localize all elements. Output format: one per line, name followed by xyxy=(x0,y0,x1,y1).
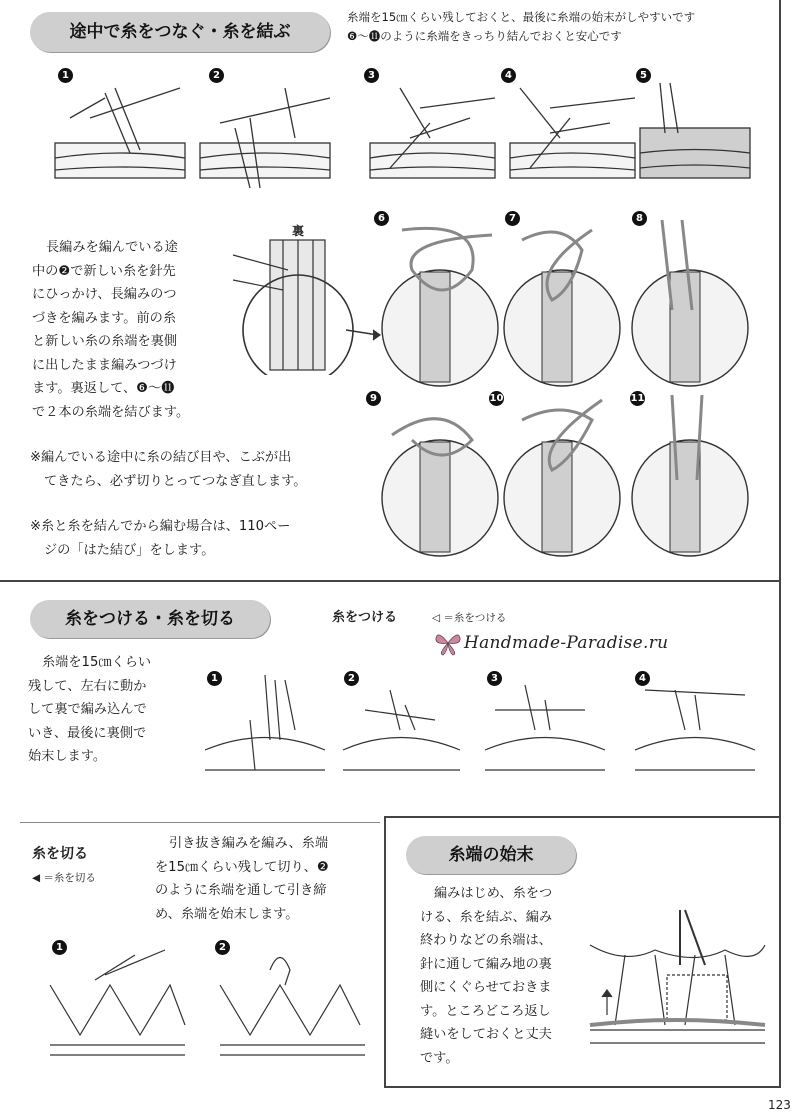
note-weaver-knot-line: ジの「はた結び」をします。 xyxy=(44,542,215,558)
finish-instructions-line: す。ところどころ返し xyxy=(420,1003,551,1019)
step-badge: 1 xyxy=(207,671,222,686)
note-knots-line: ※編んでいる途中に糸の結び目や、こぶが出 xyxy=(30,450,292,465)
cut-instructions-line: のように糸端を通して引き締 xyxy=(155,883,327,898)
step-badge: 4 xyxy=(501,68,516,83)
attach-instructions xyxy=(28,651,202,769)
note-weaver-knot xyxy=(30,515,360,562)
knot-step-illustrations xyxy=(372,210,767,565)
note-knots-line: てきたら、必ず切りとってつなぎ直します。 xyxy=(44,473,307,489)
step-badge: 11 xyxy=(630,393,645,404)
step-badge: 3 xyxy=(364,68,379,83)
attach-instructions-line: いき、最後に裏側で xyxy=(28,725,147,741)
finish-instructions-line: 編みはじめ、糸をつ xyxy=(434,886,553,901)
step-badge: 10 xyxy=(489,393,504,404)
join-instructions-line: 中の❷で新しい糸を針先 xyxy=(32,263,176,279)
cut-yarn-title: 糸を切る xyxy=(32,846,88,862)
attach-instructions-line: 残して、左右に動か xyxy=(28,678,147,694)
back-side-label: 裏 xyxy=(292,224,305,238)
join-instructions-line: に出したまま編みつづけ xyxy=(32,357,177,373)
note-line-2: ❻〜⓫のように糸端をきっちり結んでおくと安心です xyxy=(347,29,622,43)
join-instructions xyxy=(32,236,221,424)
note-knots xyxy=(30,446,360,493)
finish-instructions-line: です。 xyxy=(420,1050,459,1066)
page-number: 123 xyxy=(768,1098,791,1112)
back-side-illustration xyxy=(228,235,388,375)
step-badge: 5 xyxy=(636,68,651,83)
attach-instructions-line: して裏で編み込んで xyxy=(28,702,147,717)
section-title-attach-cut: 糸をつける・糸を切る xyxy=(30,600,270,638)
finish-ends-illustration xyxy=(585,905,770,1055)
section-title-join-yarn: 途中で糸をつなぐ・糸を結ぶ xyxy=(30,12,330,52)
finish-instructions-line: 縫いをしておくと丈夫 xyxy=(420,1027,552,1042)
join-instructions-line: づきを編みます。前の糸 xyxy=(32,310,177,326)
attach-instructions-line: 始末します。 xyxy=(28,749,107,764)
attach-yarn-subtitle: 糸をつける xyxy=(332,610,398,625)
join-instructions-line: と新しい糸の糸端を裏側 xyxy=(32,334,178,349)
join-step-illustrations xyxy=(50,78,760,188)
join-instructions-line: にひっかけ、長編みのつ xyxy=(32,287,177,302)
attach-instructions-line: 糸端を15㎝くらい xyxy=(42,655,152,670)
attach-yarn-legend: ◁ ＝糸をつける xyxy=(432,612,507,624)
cut-instructions-line: 引き抜き編みを編み、糸端 xyxy=(169,836,329,851)
divider-cut xyxy=(20,822,380,823)
cut-instructions-line: め、糸端を始末します。 xyxy=(155,906,299,922)
join-instructions-line: 長編みを編んでいる途 xyxy=(46,240,178,255)
cut-step-illustrations xyxy=(45,945,375,1060)
step-badge: 2 xyxy=(215,940,230,955)
section-title-finish-ends: 糸端の始末 xyxy=(406,836,576,874)
join-instructions-line: で２本の糸端を結びます。 xyxy=(32,404,190,420)
cut-instructions xyxy=(155,832,380,926)
finish-instructions-line: 側にくぐらせておきま xyxy=(420,980,552,995)
cut-instructions-line: を15㎝くらい残して切り、❷ xyxy=(155,859,329,875)
attach-step-illustrations xyxy=(205,670,765,775)
step-badge: 8 xyxy=(632,211,647,226)
step-badge: 1 xyxy=(58,68,73,83)
step-badge: 3 xyxy=(487,671,502,686)
note-weaver-knot-line: ※糸と糸を結んでから編む場合は、110ペー xyxy=(30,519,291,534)
step-badge: 2 xyxy=(209,68,224,83)
finish-instructions xyxy=(420,882,585,1070)
step-badge: 6 xyxy=(374,211,389,226)
join-instructions-line: ます。裏返して、❻〜⓫ xyxy=(32,381,175,396)
step-badge: 1 xyxy=(52,940,67,955)
finish-instructions-line: 針に通して編み地の裏 xyxy=(420,956,552,972)
cut-yarn-legend: ◀ ＝糸を切る xyxy=(32,872,96,884)
butterfly-logo xyxy=(434,630,462,656)
step-badge: 9 xyxy=(366,391,381,406)
finish-instructions-line: 終わりなどの糸端は、 xyxy=(420,933,552,948)
watermark-text: Handmade-Paradise.ru xyxy=(464,633,669,653)
note-line-1: 糸端を15㎝くらい残しておくと、最後に糸端の始末がしやすいです xyxy=(347,10,696,24)
finish-instructions-line: ける、糸を結ぶ、編み xyxy=(420,909,553,925)
step-badge: 4 xyxy=(635,671,650,686)
step-badge: 7 xyxy=(505,211,520,226)
step-badge: 2 xyxy=(344,671,359,686)
